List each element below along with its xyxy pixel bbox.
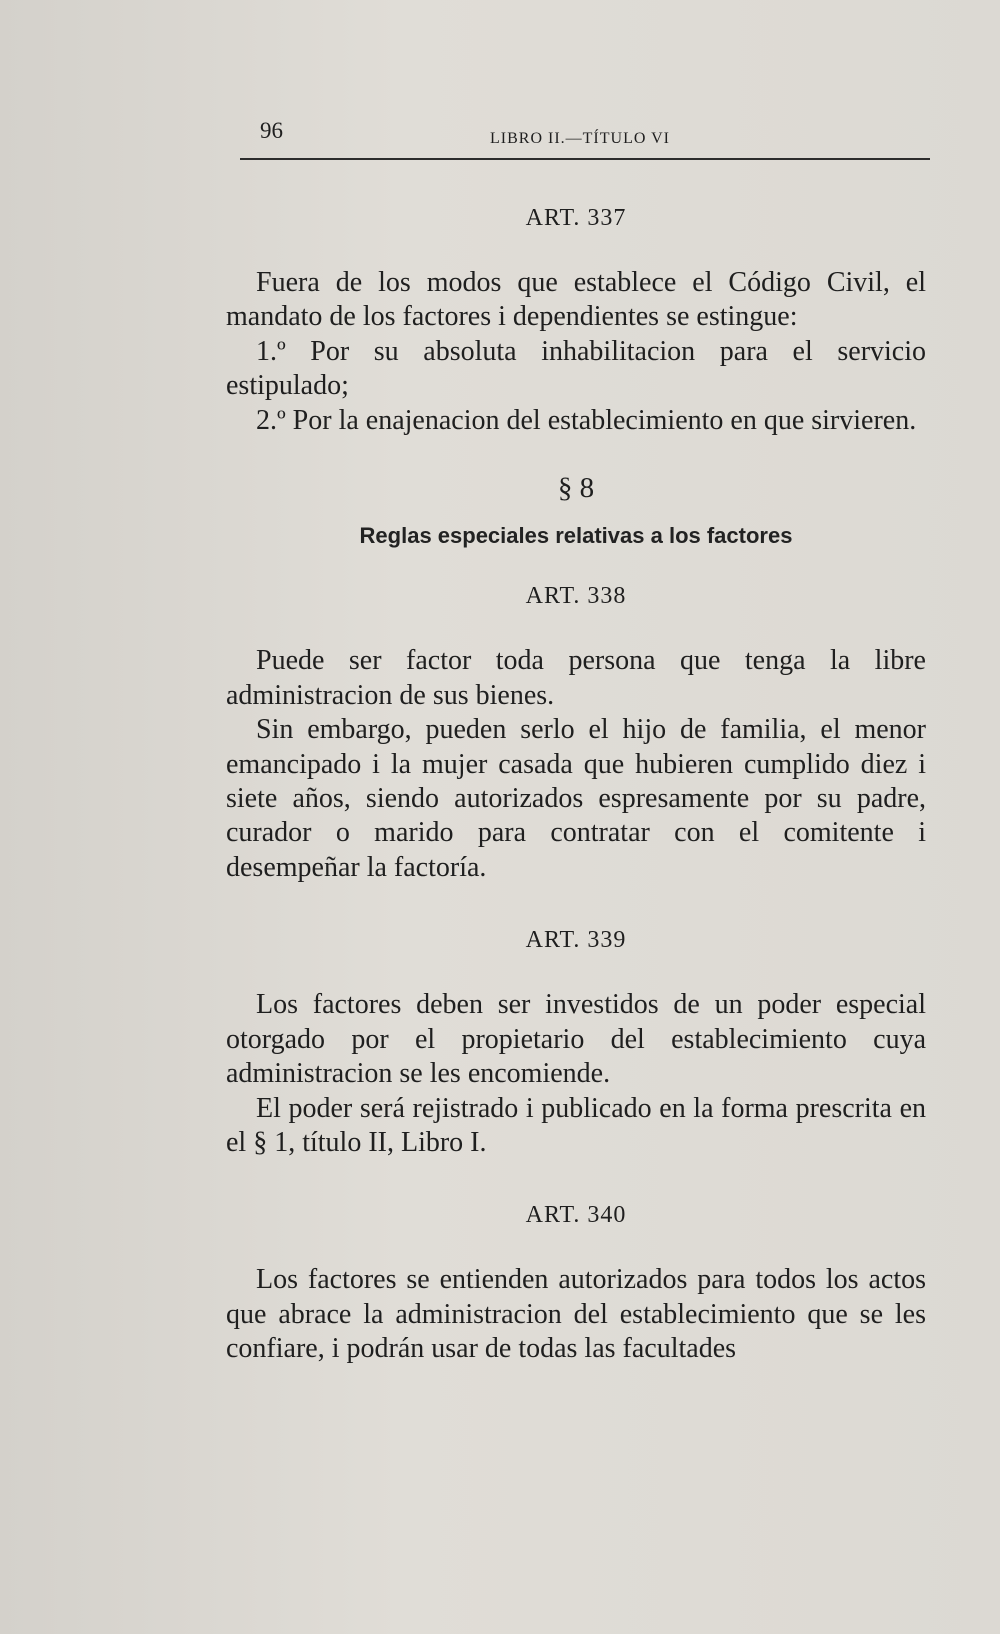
section-title: Reglas especiales relativas a los factores	[359, 523, 793, 549]
article-337-paragraph: Fuera de los modos que establece el Código Civil, el mandato de los factores i dependientes se estingue:	[226, 267, 926, 333]
article-gap	[226, 885, 926, 927]
article-339-paragraph-2: El poder será rejistrado i publicado en la forma prescrita en el § 1, título II, Libro I.	[226, 1092, 926, 1158]
section-mark: § 8	[557, 472, 595, 505]
page-content	[226, 205, 926, 1367]
page-number: 96	[260, 118, 283, 143]
article-337-heading: ART. 337	[525, 205, 627, 231]
article-338-paragraph-1: Puede ser factor toda persona que tenga la libre administracion de sus bienes.	[226, 645, 926, 711]
page-header	[240, 118, 930, 160]
article-339-paragraph-1: Los factores deben ser investidos de un poder especial otorgado por el propietario del establecimiento cuya administracion se les encomiende.	[226, 989, 926, 1090]
article-338-paragraph-2: Sin embargo, pueden serlo el hijo de familia, el menor emancipado i la mujer casada que hubieren cumplido diez i siete años, siendo autorizados espresamente por su padre, curador o marido para contratar con el comitente i desempeñar la factoría.	[226, 714, 926, 883]
article-337-item-2: 2.º Por la enajenacion del establecimiento en que sirvieren.	[256, 404, 917, 436]
article-gap	[226, 1160, 926, 1202]
article-340-paragraph-1: Los factores se entienden autorizados para todos los actos que abrace la administracion del establecimiento que se les confiare, i podrán usar de todas las facultades	[226, 1264, 926, 1365]
running-title: LIBRO II.—TÍTULO VI	[490, 130, 671, 147]
article-339-heading: ART. 339	[525, 927, 627, 954]
article-338-heading: ART. 338	[525, 583, 627, 610]
article-340-heading: ART. 340	[525, 1202, 627, 1229]
article-337-item-1: 1.º Por su absoluta inhabilitacion para el servicio estipulado;	[226, 335, 926, 402]
